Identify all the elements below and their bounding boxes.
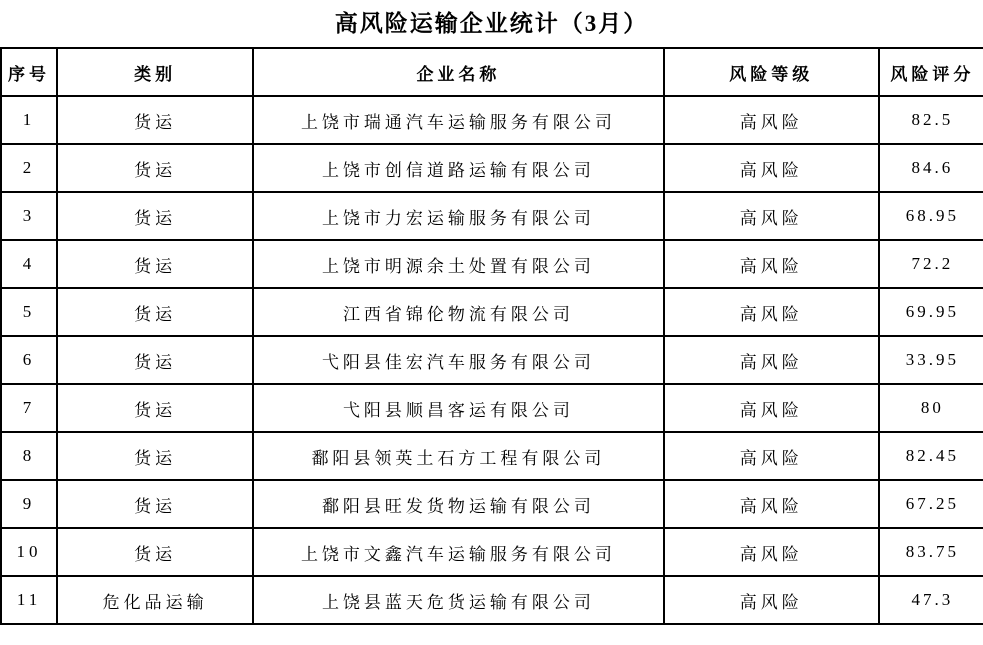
cell-serial-number: 1 <box>1 96 57 144</box>
cell-risk-score: 82.45 <box>879 432 983 480</box>
cell-risk-score: 80 <box>879 384 983 432</box>
header-risk-level: 风险等级 <box>664 48 879 96</box>
cell-risk-score: 33.95 <box>879 336 983 384</box>
cell-risk-level: 高风险 <box>664 336 879 384</box>
cell-risk-score: 84.6 <box>879 144 983 192</box>
cell-enterprise-name: 鄱阳县领英土石方工程有限公司 <box>253 432 663 480</box>
cell-enterprise-name: 鄱阳县旺发货物运输有限公司 <box>253 480 663 528</box>
cell-category: 货运 <box>57 336 253 384</box>
cell-category: 货运 <box>57 192 253 240</box>
cell-serial-number: 9 <box>1 480 57 528</box>
cell-risk-level: 高风险 <box>664 576 879 624</box>
risk-enterprise-table <box>0 47 983 625</box>
cell-enterprise-name: 上饶县蓝天危货运输有限公司 <box>253 576 663 624</box>
cell-category: 货运 <box>57 528 253 576</box>
table-row <box>1 576 983 624</box>
cell-enterprise-name: 弋阳县佳宏汽车服务有限公司 <box>253 336 663 384</box>
cell-category: 货运 <box>57 96 253 144</box>
table-header-row <box>1 48 983 96</box>
cell-enterprise-name: 上饶市创信道路运输有限公司 <box>253 144 663 192</box>
table-row <box>1 144 983 192</box>
cell-category: 货运 <box>57 480 253 528</box>
header-category: 类别 <box>57 48 253 96</box>
header-enterprise-name: 企业名称 <box>253 48 663 96</box>
cell-serial-number: 8 <box>1 432 57 480</box>
table-row <box>1 384 983 432</box>
cell-risk-score: 69.95 <box>879 288 983 336</box>
cell-serial-number: 10 <box>1 528 57 576</box>
cell-enterprise-name: 上饶市明源余土处置有限公司 <box>253 240 663 288</box>
cell-risk-score: 83.75 <box>879 528 983 576</box>
cell-serial-number: 7 <box>1 384 57 432</box>
table-row <box>1 240 983 288</box>
table-row <box>1 336 983 384</box>
cell-risk-level: 高风险 <box>664 528 879 576</box>
cell-risk-level: 高风险 <box>664 240 879 288</box>
header-serial-number: 序号 <box>1 48 57 96</box>
cell-category: 货运 <box>57 432 253 480</box>
cell-serial-number: 11 <box>1 576 57 624</box>
cell-risk-level: 高风险 <box>664 432 879 480</box>
table-row <box>1 288 983 336</box>
cell-serial-number: 2 <box>1 144 57 192</box>
cell-category: 货运 <box>57 288 253 336</box>
cell-risk-score: 82.5 <box>879 96 983 144</box>
table-row <box>1 96 983 144</box>
table-row <box>1 192 983 240</box>
cell-risk-level: 高风险 <box>664 192 879 240</box>
cell-risk-score: 72.2 <box>879 240 983 288</box>
cell-serial-number: 3 <box>1 192 57 240</box>
table-row <box>1 480 983 528</box>
cell-serial-number: 5 <box>1 288 57 336</box>
cell-enterprise-name: 上饶市文鑫汽车运输服务有限公司 <box>253 528 663 576</box>
cell-category: 货运 <box>57 240 253 288</box>
table-row <box>1 528 983 576</box>
table-row <box>1 432 983 480</box>
cell-risk-level: 高风险 <box>664 288 879 336</box>
cell-serial-number: 4 <box>1 240 57 288</box>
cell-category: 货运 <box>57 384 253 432</box>
cell-risk-level: 高风险 <box>664 96 879 144</box>
cell-risk-level: 高风险 <box>664 144 879 192</box>
cell-category: 货运 <box>57 144 253 192</box>
cell-risk-level: 高风险 <box>664 384 879 432</box>
cell-risk-score: 67.25 <box>879 480 983 528</box>
cell-serial-number: 6 <box>1 336 57 384</box>
cell-enterprise-name: 江西省锦伦物流有限公司 <box>253 288 663 336</box>
cell-enterprise-name: 上饶市力宏运输服务有限公司 <box>253 192 663 240</box>
cell-enterprise-name: 弋阳县顺昌客运有限公司 <box>253 384 663 432</box>
cell-risk-score: 47.3 <box>879 576 983 624</box>
table-body <box>1 96 983 624</box>
header-risk-score: 风险评分 <box>879 48 983 96</box>
page-title: 高风险运输企业统计（3月） <box>334 11 649 36</box>
cell-category: 危化品运输 <box>57 576 253 624</box>
cell-risk-score: 68.95 <box>879 192 983 240</box>
cell-risk-level: 高风险 <box>664 480 879 528</box>
cell-enterprise-name: 上饶市瑞通汽车运输服务有限公司 <box>253 96 663 144</box>
